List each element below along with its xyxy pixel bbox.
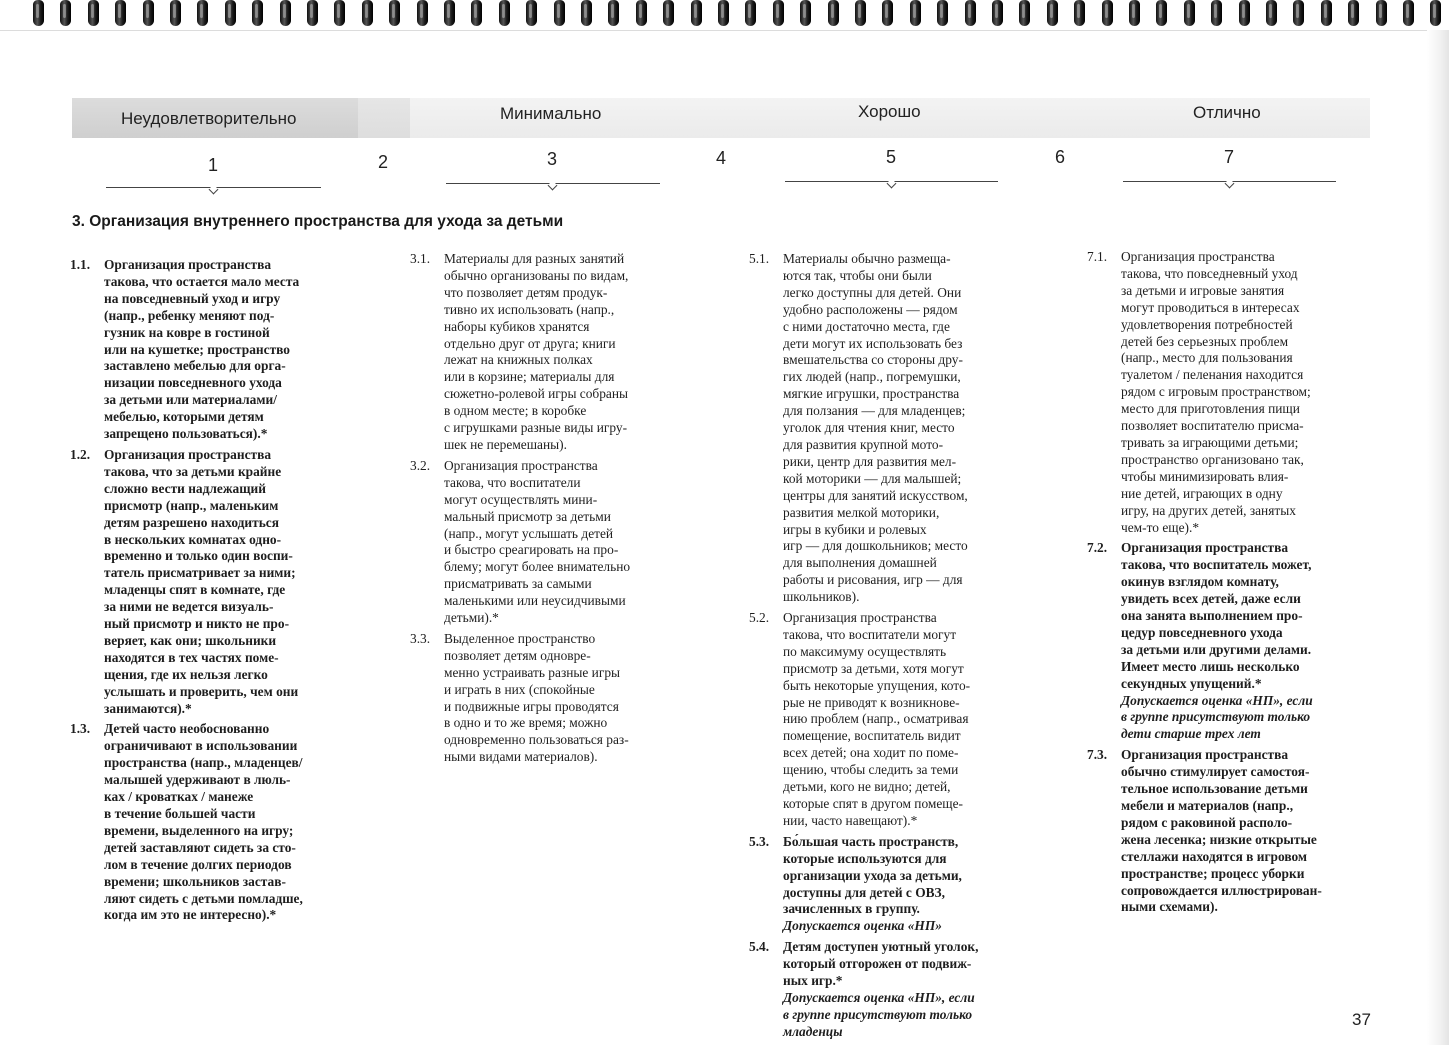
indicator-text-line: которые используются для bbox=[783, 850, 947, 866]
indicator-number: 5.1. bbox=[749, 251, 770, 266]
indicator-text-line: и подвижные игры проводятся bbox=[444, 698, 619, 714]
indicator-text-line: место для приготовления пищи bbox=[1121, 401, 1300, 417]
indicator-text-line: игры в кубики и ролевых bbox=[783, 521, 927, 537]
indicator-text-line: рядом с раковиной располо- bbox=[1121, 814, 1293, 830]
indicator-text-line: блему; могут более внимательно bbox=[444, 559, 631, 575]
indicator-text-line: с игрушками разные виды игру- bbox=[444, 420, 628, 436]
indicator-text-line: отдельно друг от друга; книги bbox=[444, 335, 616, 351]
indicator-text-line: тивно их использовать (напр., bbox=[444, 301, 615, 317]
indicator-text-line: за детьми или другими делами. bbox=[1121, 641, 1312, 657]
indicator-text-line: такова, что воспитатель может, bbox=[1121, 557, 1312, 573]
page-right-edge bbox=[1427, 30, 1449, 1045]
indicator-text-line: (напр., место для пользования bbox=[1121, 350, 1293, 366]
indicator-text-line: когда им это не интересно).* bbox=[104, 907, 277, 923]
score-5: 5 bbox=[886, 147, 897, 167]
binding-ring bbox=[745, 0, 756, 26]
binding-ring bbox=[1239, 0, 1250, 26]
binding-ring bbox=[800, 0, 811, 26]
indicator-text-line: гих людей (напр., погремушки, bbox=[783, 369, 961, 385]
indicator-text-line: такова, что остается мало места bbox=[104, 273, 300, 289]
indicator-text-line: находятся в тех частях поме- bbox=[104, 649, 279, 665]
indicator-text-line: за детьми или материалами/ bbox=[104, 392, 277, 408]
indicator-text-line: ние детей, играющих в одну bbox=[1121, 485, 1283, 501]
indicator-text-line: времени, выделенного на игру; bbox=[104, 822, 294, 838]
binding-ring bbox=[143, 0, 154, 26]
indicator-number: 3.2. bbox=[410, 457, 431, 473]
indicator-text-line: удобно расположены — рядом bbox=[783, 301, 958, 317]
indicator-text-line: низации повседневного ухода bbox=[104, 375, 282, 391]
binding-ring bbox=[1184, 0, 1195, 26]
binding-ring bbox=[33, 0, 44, 26]
indicator-number: 7.3. bbox=[1087, 747, 1108, 763]
binding-ring bbox=[1074, 0, 1085, 26]
indicator-text-line: щению, чтобы следить за теми bbox=[783, 762, 959, 778]
spiral-binding bbox=[0, 0, 1449, 28]
binding-ring bbox=[362, 0, 373, 26]
indicator-text-line: (напр., ребенку меняют под- bbox=[104, 307, 275, 323]
indicator-text-line: уголок для чтения книг, место bbox=[783, 420, 955, 436]
indicator-text-line: ляют сидеть с детьми помладше, bbox=[104, 890, 303, 906]
indicator-number: 3.3. bbox=[410, 630, 431, 646]
indicator-text-line: ных игр.* bbox=[783, 973, 843, 989]
indicator-text-line: такова, что за детьми крайне bbox=[104, 463, 282, 479]
indicator-text-line: ными видами материалов). bbox=[444, 749, 598, 765]
score-6: 6 bbox=[1055, 147, 1066, 167]
indicator-text-line: шек не перемешаны). bbox=[444, 436, 567, 452]
binding-ring bbox=[334, 0, 345, 26]
indicator-text-line: Детям доступен уютный уголок, bbox=[783, 939, 979, 955]
indicator-text-line: кой моторики — для малышей; bbox=[783, 470, 962, 486]
indicator-text-line: татель присматривает за ними; bbox=[104, 565, 296, 581]
indicator-text-line: сложно вести надлежащий bbox=[104, 480, 266, 496]
binding-ring bbox=[1019, 0, 1030, 26]
binding-ring bbox=[828, 0, 839, 26]
indicator-text-line: веряет, как они; школьники bbox=[104, 632, 277, 648]
indicator-text-line: мальный присмотр за детьми bbox=[444, 508, 611, 524]
binding-ring bbox=[663, 0, 674, 26]
indicator-text-line: присматривать за самыми bbox=[444, 576, 592, 592]
indicator-text-line: помещение, воспитатель видит bbox=[783, 728, 961, 744]
indicator-text-line: детей заставляют сидеть за сто- bbox=[104, 839, 296, 855]
indicator-text-line: Организация пространства bbox=[104, 257, 272, 272]
binding-ring bbox=[554, 0, 565, 26]
indicator-text-line: маленькими или неусидчивыми bbox=[444, 593, 626, 609]
binding-ring bbox=[581, 0, 592, 26]
column-inadequate bbox=[70, 257, 390, 928]
indicator-text-line: в одном месте; в коробке bbox=[444, 403, 587, 419]
indicator-text-line: жена лесенка; низкие открытые bbox=[1121, 831, 1317, 847]
binding-ring bbox=[1102, 0, 1113, 26]
indicator-text-line: Бо́льшая часть пространств, bbox=[783, 833, 959, 849]
indicator-text-line: Материалы для разных занятий bbox=[444, 251, 625, 266]
binding-ring bbox=[1156, 0, 1167, 26]
indicator-text-line: мебелью, которыми детям bbox=[104, 409, 264, 425]
indicator-text-line: Организация пространства bbox=[444, 457, 598, 473]
indicator-text-line: Организация пространства bbox=[1121, 747, 1289, 763]
binding-ring bbox=[1403, 0, 1414, 26]
indicator-text-line: ограничивают в использовании bbox=[104, 738, 298, 754]
indicator-number: 7.1. bbox=[1087, 249, 1108, 264]
indicator-text-line: присмотр за детьми, хотя могут bbox=[783, 660, 964, 676]
binding-ring bbox=[855, 0, 866, 26]
indicator-text-line: запрещено пользоваться).* bbox=[104, 426, 268, 442]
binding-ring bbox=[88, 0, 99, 26]
binding-ring bbox=[910, 0, 921, 26]
indicator-text-line: Материалы обычно размеща- bbox=[783, 251, 951, 266]
indicator-good-4 bbox=[749, 939, 1069, 1040]
page-top-edge bbox=[0, 30, 1449, 31]
indicator-text-line: что позволяет детям продук- bbox=[444, 284, 608, 300]
score-7: 7 bbox=[1224, 147, 1235, 167]
binding-ring bbox=[417, 0, 428, 26]
indicator-text-line: доступны для детей с ОВЗ, bbox=[783, 884, 945, 900]
indicator-text-line: она занята выполнением про- bbox=[1121, 608, 1303, 624]
indicator-text-line: для развития крупной мото- bbox=[783, 436, 944, 452]
indicator-text-line: по максимуму осуществлять bbox=[783, 643, 947, 659]
indicator-note-line: в группе присутствуют только bbox=[783, 1006, 973, 1022]
indicator-text-line: сюжетно-ролевой игры собраны bbox=[444, 386, 629, 402]
indicator-text-line: чтобы минимизировать влия- bbox=[1121, 468, 1289, 484]
indicator-text-line: пространство организовано так, bbox=[1121, 451, 1304, 467]
indicator-text-line: работы и рисования, игр — для bbox=[783, 572, 963, 588]
indicator-text-line: лом в течение долгих периодов bbox=[104, 856, 292, 872]
binding-ring bbox=[1293, 0, 1304, 26]
indicator-text-line: дети могут их использовать без bbox=[783, 335, 963, 351]
indicator-minimal-3 bbox=[410, 631, 730, 766]
indicator-text-line: за детьми и игровые занятия bbox=[1121, 282, 1285, 298]
score-4: 4 bbox=[716, 148, 727, 168]
score-3: 3 bbox=[547, 149, 558, 169]
binding-ring bbox=[882, 0, 893, 26]
indicator-text-line: младенцы спят в комнате, где bbox=[104, 582, 286, 598]
indicator-note-line: Допускается оценка «НП» bbox=[783, 918, 942, 934]
indicator-excellent-3 bbox=[1087, 747, 1387, 916]
indicator-text-line: занимаются).* bbox=[104, 700, 192, 716]
binding-ring bbox=[937, 0, 948, 26]
indicator-text-line: для выполнения домашней bbox=[783, 555, 937, 571]
indicator-text-line: которые спят в другом помеще- bbox=[783, 796, 964, 811]
indicator-text-line: Организация пространства bbox=[1121, 249, 1275, 264]
indicator-text-line: за ними не ведется визуаль- bbox=[104, 599, 274, 615]
indicator-text-line: могут проводиться в интересах bbox=[1121, 299, 1300, 315]
indicator-note-line: младенцы bbox=[783, 1023, 843, 1039]
level-label-minimal: Минимально bbox=[500, 104, 602, 123]
indicator-text-line: нию проблем (напр., осматривая bbox=[783, 711, 969, 727]
indicator-note-line: Допускается оценка «НП», если bbox=[1121, 692, 1313, 708]
indicator-text-line: легко доступны для детей. Они bbox=[783, 284, 962, 300]
indicator-text-line: или в корзине; материалы для bbox=[444, 369, 615, 385]
indicator-number: 5.2. bbox=[749, 610, 770, 626]
binding-ring bbox=[636, 0, 647, 26]
indicator-text-line: и быстро среагировать на про- bbox=[444, 542, 619, 558]
indicator-text-line: позволяет детям одновре- bbox=[444, 647, 591, 663]
rating-band-transition-shade bbox=[358, 98, 410, 138]
binding-ring bbox=[1211, 0, 1222, 26]
indicator-text-line: ный присмотр и никто не про- bbox=[104, 616, 290, 632]
indicator-text-line: пространства (напр., младенцев/ bbox=[104, 755, 303, 771]
indicator-text-line: рядом с игровым пространством; bbox=[1121, 384, 1311, 400]
binding-ring bbox=[718, 0, 729, 26]
indicator-number: 7.2. bbox=[1087, 540, 1108, 556]
indicator-text-line: Организация пространства bbox=[1121, 540, 1289, 556]
indicator-text-line: рые не приводят к возникнове- bbox=[783, 694, 960, 710]
indicator-good-2 bbox=[749, 610, 1069, 830]
indicator-text-line: чем-то еще).* bbox=[1121, 519, 1200, 535]
column-excellent bbox=[1087, 249, 1387, 920]
binding-ring bbox=[773, 0, 784, 26]
indicator-text-line: Выделенное пространство bbox=[444, 630, 596, 646]
indicator-text-line: такова, что воспитатели могут bbox=[783, 626, 957, 642]
indicator-text-line: менно устраивать разные игры bbox=[444, 664, 621, 680]
binding-ring bbox=[691, 0, 702, 26]
indicator-good-1 bbox=[749, 251, 1069, 606]
binding-ring bbox=[170, 0, 181, 26]
binding-ring bbox=[280, 0, 291, 26]
indicator-text-line: удовлетворения потребностей bbox=[1121, 316, 1293, 332]
indicator-note-line: в группе присутствуют только bbox=[1121, 709, 1311, 725]
indicator-text-line: Организация пространства bbox=[104, 446, 272, 462]
indicator-minimal-2 bbox=[410, 458, 730, 627]
indicator-good-3 bbox=[749, 834, 1069, 935]
indicator-text-line: услышать и проверить, чем они bbox=[104, 683, 299, 699]
binding-ring bbox=[389, 0, 400, 26]
binding-ring bbox=[60, 0, 71, 26]
indicator-number: 1.3. bbox=[70, 721, 91, 737]
indicator-text-line: нии, часто навещают).* bbox=[783, 812, 918, 828]
indicator-text-line: развития мелкой моторики, bbox=[783, 504, 940, 520]
indicator-text-line: такова, что повседневный уход bbox=[1121, 265, 1298, 281]
binding-ring bbox=[307, 0, 318, 26]
binding-ring bbox=[1348, 0, 1359, 26]
indicator-text-line: Организация пространства bbox=[783, 610, 937, 626]
indicator-text-line: вмешательства со стороны дру- bbox=[783, 352, 963, 368]
score-1-underline bbox=[106, 187, 321, 188]
indicator-number: 1.1. bbox=[70, 257, 91, 272]
indicator-text-line: игр — для дошкольников; место bbox=[783, 538, 968, 554]
indicator-text-line: всех детей; она ходит по поме- bbox=[783, 745, 959, 761]
indicator-number: 1.2. bbox=[70, 446, 91, 462]
indicator-number: 5.3. bbox=[749, 833, 770, 849]
indicator-text-line: центры для занятий искусством, bbox=[783, 487, 968, 503]
score-7-underline bbox=[1123, 181, 1336, 182]
indicator-text-line: который отгорожен от подвиж- bbox=[783, 956, 972, 972]
indicator-text-line: тривать за играющими детьми; bbox=[1121, 434, 1299, 450]
indicator-text-line: обычно стимулирует самостоя- bbox=[1121, 764, 1310, 780]
indicator-note-line: дети старше трех лет bbox=[1121, 726, 1261, 742]
indicator-text-line: детей без серьезных проблем bbox=[1121, 333, 1289, 349]
column-minimal bbox=[410, 251, 730, 770]
binding-ring bbox=[526, 0, 537, 26]
indicator-text-line: детям разрешено находиться bbox=[104, 514, 279, 530]
section-title: 3. Организация внутреннего пространства для ухода за детьми bbox=[72, 213, 564, 230]
indicator-inadequate-2 bbox=[70, 447, 390, 718]
binding-ring bbox=[1266, 0, 1277, 26]
indicator-text-line: Детей часто необоснованно bbox=[104, 721, 270, 737]
score-1: 1 bbox=[208, 155, 219, 175]
binding-ring bbox=[197, 0, 208, 26]
level-label-excellent: Отлично bbox=[1193, 103, 1261, 122]
indicator-text-line: в одно и то же время; можно bbox=[444, 715, 608, 731]
score-5-underline bbox=[785, 181, 998, 182]
indicator-text-line: мягкие игрушки, пространства bbox=[783, 386, 960, 402]
indicator-text-line: мебели и материалов (напр., bbox=[1121, 798, 1294, 813]
score-3-underline bbox=[446, 183, 660, 184]
indicator-text-line: в течение большей части bbox=[104, 806, 256, 821]
indicator-text-line: окинув взглядом комнату, bbox=[1121, 574, 1279, 590]
indicator-text-line: увидеть всех детей, даже если bbox=[1121, 591, 1301, 607]
indicator-text-line: детьми).* bbox=[444, 610, 499, 626]
indicator-text-line: одновременно пользоваться раз- bbox=[444, 732, 629, 748]
indicator-minimal-1 bbox=[410, 251, 730, 454]
indicator-excellent-1 bbox=[1087, 249, 1387, 536]
indicator-text-line: тельное использование детьми bbox=[1121, 781, 1308, 797]
indicator-text-line: на повседневный уход и игру bbox=[104, 290, 281, 306]
indicator-text-line: времени; школьников застав- bbox=[104, 873, 286, 889]
indicator-text-line: ются так, чтобы они были bbox=[783, 267, 932, 283]
binding-ring bbox=[1430, 0, 1441, 26]
indicator-inadequate-3 bbox=[70, 721, 390, 924]
indicator-text-line: стеллажи находятся в игровом bbox=[1121, 848, 1308, 864]
indicator-text-line: ках / кроватках / манеже bbox=[104, 789, 254, 805]
binding-ring bbox=[1376, 0, 1387, 26]
indicator-text-line: малышей удерживают в люль- bbox=[104, 772, 291, 788]
indicator-number: 5.4. bbox=[749, 939, 770, 955]
indicator-text-line: цедур повседневного ухода bbox=[1121, 624, 1283, 640]
indicator-text-line: в нескольких комнатах одно- bbox=[104, 531, 282, 547]
indicator-text-line: с ними достаточно места, где bbox=[783, 318, 950, 334]
level-label-good: Хорошо bbox=[858, 102, 921, 121]
indicator-text-line: сопровождается иллюстрирован- bbox=[1121, 882, 1322, 898]
binding-ring bbox=[115, 0, 126, 26]
indicator-text-line: временно и только один воспи- bbox=[104, 548, 293, 564]
indicator-number: 3.1. bbox=[410, 251, 431, 266]
indicator-text-line: детьми, кого не видно; детей, bbox=[783, 779, 951, 795]
indicator-text-line: такова, что воспитатели bbox=[444, 474, 581, 490]
indicator-text-line: и играть в них (спокойные bbox=[444, 681, 595, 697]
indicator-text-line: туалетом / пеленания находится bbox=[1121, 367, 1304, 383]
binding-ring bbox=[992, 0, 1003, 26]
indicator-text-line: рики, центр для развития мел- bbox=[783, 453, 957, 469]
binding-ring bbox=[1047, 0, 1058, 26]
indicator-text-line: ными схемами). bbox=[1121, 899, 1218, 915]
indicator-text-line: заставлено мебелью для орга- bbox=[104, 358, 286, 374]
binding-ring bbox=[225, 0, 236, 26]
indicator-text-line: могут осуществлять мини- bbox=[444, 491, 598, 507]
indicator-text-line: зачисленных в группу. bbox=[783, 901, 920, 917]
indicator-text-line: щения, где их нельзя легко bbox=[104, 666, 268, 682]
indicator-excellent-2 bbox=[1087, 540, 1387, 743]
indicator-text-line: школьников). bbox=[783, 589, 860, 605]
indicator-text-line: обычно организованы по видам, bbox=[444, 267, 629, 283]
indicator-text-line: лежат на книжных полках bbox=[444, 352, 593, 368]
indicator-text-line: или на кушетке; пространство bbox=[104, 341, 290, 357]
indicator-note-line: Допускается оценка «НП», если bbox=[783, 989, 975, 1005]
column-good bbox=[749, 251, 1069, 1045]
indicator-text-line: пространстве; процесс уборки bbox=[1121, 865, 1305, 881]
level-label-inadequate: Неудовлетворительно bbox=[121, 109, 297, 128]
indicator-text-line: для ползания — для младенцев; bbox=[783, 403, 966, 419]
indicator-text-line: быть некоторые упущения, кото- bbox=[783, 677, 971, 693]
indicator-text-line: организации ухода за детьми, bbox=[783, 867, 962, 883]
binding-ring bbox=[252, 0, 263, 26]
binding-ring bbox=[965, 0, 976, 26]
indicator-text-line: игру, на других детей, занятых bbox=[1121, 502, 1296, 518]
score-2: 2 bbox=[378, 152, 389, 172]
binding-ring bbox=[608, 0, 619, 26]
binding-ring bbox=[1129, 0, 1140, 26]
indicator-text-line: присмотр (напр., маленьким bbox=[104, 497, 279, 513]
binding-ring bbox=[499, 0, 510, 26]
indicator-text-line: наборы кубиков хранятся bbox=[444, 318, 590, 334]
binding-ring bbox=[1321, 0, 1332, 26]
indicator-text-line: гузник на ковре в гостиной bbox=[104, 324, 270, 340]
indicator-inadequate-1 bbox=[70, 257, 390, 443]
binding-ring bbox=[444, 0, 455, 26]
indicator-text-line: позволяет воспитателю присма- bbox=[1121, 418, 1304, 434]
binding-ring bbox=[471, 0, 482, 26]
indicator-text-line: Имеет место лишь несколько bbox=[1121, 658, 1300, 674]
page-number: 37 bbox=[1352, 1010, 1371, 1029]
indicator-text-line: (напр., могут услышать детей bbox=[444, 525, 614, 541]
indicator-text-line: секундных упущений.* bbox=[1121, 675, 1262, 691]
